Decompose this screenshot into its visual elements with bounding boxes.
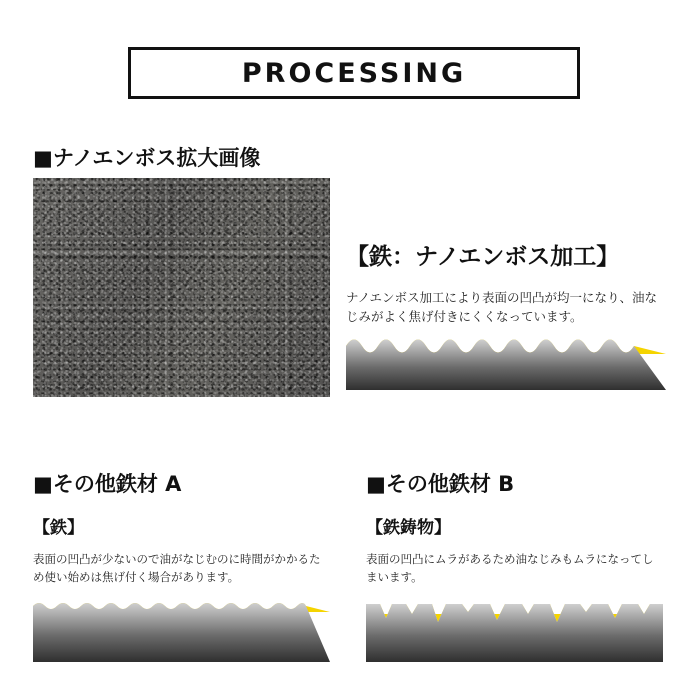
cross-section-iron-a <box>33 592 330 662</box>
description-other-a: 表面の凹凸が少ないので油がなじむのに時間がかかるため使い始めは焦げ付く場合があります。 <box>33 552 321 585</box>
cross-section-nano-emboss <box>346 330 666 390</box>
subtitle-other-b: 【鉄鋳物】 <box>366 518 451 538</box>
cross-section-cast-iron-b <box>366 592 663 662</box>
section-heading-other-b: ■その他鉄材 B <box>366 472 515 496</box>
section-heading-other-a: ■その他鉄材 A <box>33 472 182 496</box>
nano-emboss-macro-photo <box>33 178 330 397</box>
nano-title: 【鉄：ナノエンボス加工】 <box>346 244 620 270</box>
section-heading-nano: ■ナノエンボス拡大画像 <box>33 146 261 170</box>
subtitle-other-a: 【鉄】 <box>33 518 84 538</box>
page-title-box <box>128 47 580 99</box>
description-other-b: 表面の凹凸にムラがあるため油なじみもムラになってしまいます。 <box>366 552 654 585</box>
page-title: PROCESSING <box>241 57 467 89</box>
nano-description: ナノエンボス加工により表面の凹凸が均一になり、油なじみがよく焦げ付きにくくなっています。 <box>346 290 658 325</box>
